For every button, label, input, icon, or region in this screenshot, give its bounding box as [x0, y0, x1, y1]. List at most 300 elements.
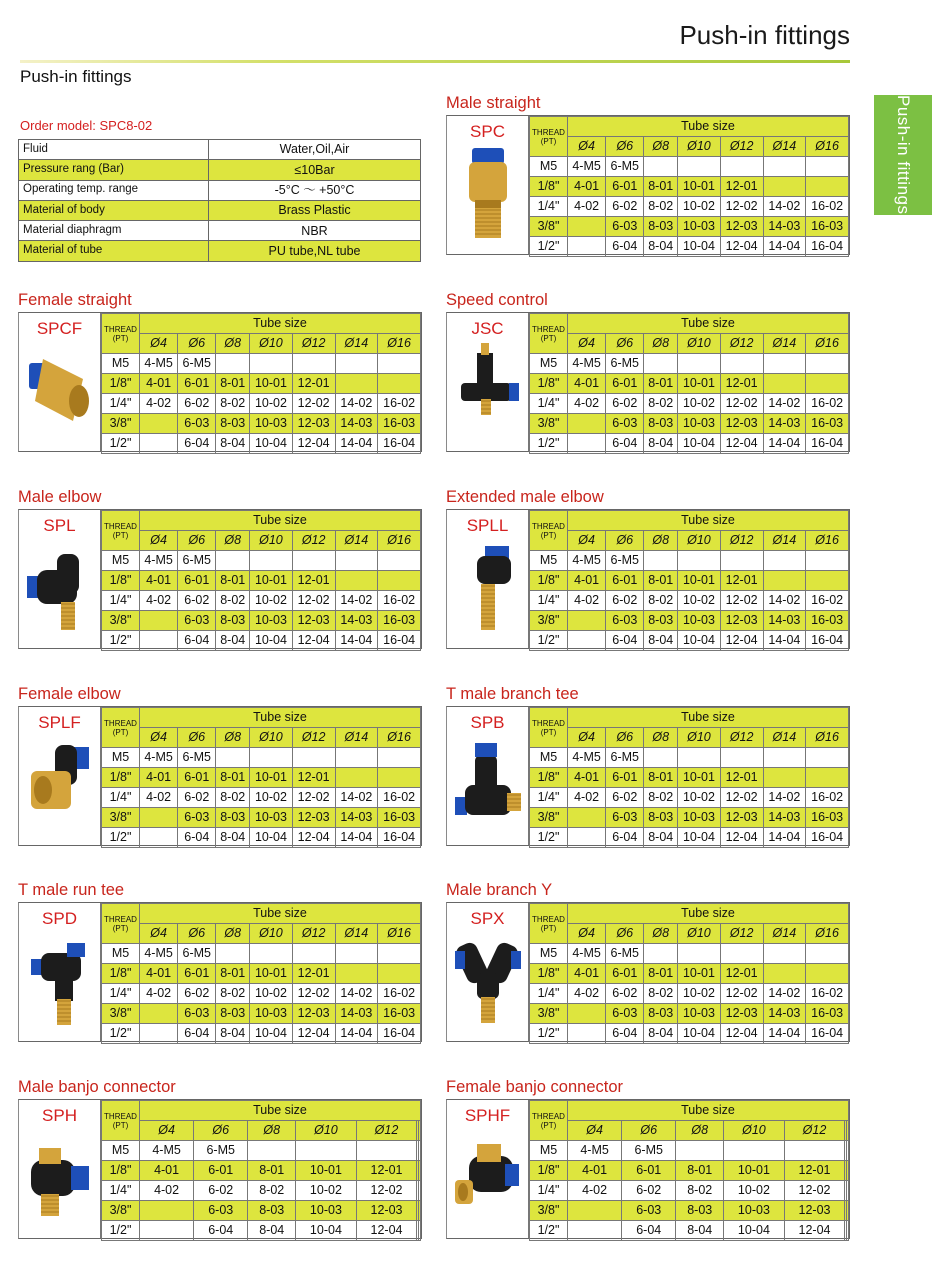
- product-image-cell: [447, 510, 529, 648]
- product-title: T male branch tee: [446, 685, 579, 703]
- table-row: [530, 1181, 849, 1201]
- model-cell: 6-01: [606, 964, 644, 984]
- model-cell: 8-04: [248, 1221, 296, 1241]
- model-cell: [720, 157, 763, 177]
- model-cell: [763, 964, 806, 984]
- model-cell: 10-02: [678, 591, 721, 611]
- spec-label: Material of body: [19, 200, 209, 220]
- tube-size-header: Tube size: [568, 511, 849, 531]
- diameter-header: Ø6: [606, 728, 644, 748]
- table-row: [102, 944, 421, 964]
- size-table: [529, 510, 849, 651]
- fitting-icon: [455, 146, 521, 248]
- diameter-header: Ø14: [335, 728, 378, 748]
- model-cell: [140, 434, 178, 454]
- model-cell: 6-04: [606, 1024, 644, 1044]
- product-code: SPHF: [464, 1106, 511, 1125]
- product-code: SPB: [470, 713, 505, 732]
- side-tab-label: Push-in fittings: [894, 95, 913, 215]
- table-row: [102, 1181, 421, 1201]
- model-cell: [216, 354, 250, 374]
- product-grid: [446, 509, 850, 649]
- model-cell: [806, 551, 849, 571]
- diameter-header: Ø16: [806, 137, 849, 157]
- model-cell: 4-01: [140, 571, 178, 591]
- model-cell: [335, 354, 378, 374]
- diameter-header: Ø8: [216, 334, 250, 354]
- thread-cell: 1/4": [102, 1181, 140, 1201]
- model-cell: [568, 1221, 622, 1241]
- model-cell: 16-02: [806, 591, 849, 611]
- table-row: [530, 1161, 849, 1181]
- table-row: [530, 237, 849, 257]
- model-cell: 6-02: [606, 788, 644, 808]
- size-table: [529, 313, 849, 454]
- product-image-cell: [19, 903, 101, 1041]
- diameter-header: Ø10: [678, 531, 721, 551]
- model-cell: [763, 748, 806, 768]
- model-cell: [806, 157, 849, 177]
- model-cell: 14-02: [763, 788, 806, 808]
- diameter-header: Ø10: [678, 137, 721, 157]
- model-cell: 16-04: [806, 1024, 849, 1044]
- thread-header: THREAD (PT): [530, 314, 568, 354]
- diameter-header: Ø6: [606, 924, 644, 944]
- model-cell: 6-01: [194, 1161, 248, 1181]
- table-row: [530, 394, 849, 414]
- model-cell: 8-03: [644, 611, 678, 631]
- thread-cell: 1/8": [102, 964, 140, 984]
- model-cell: 12-01: [720, 571, 763, 591]
- model-cell: 8-03: [644, 217, 678, 237]
- model-cell: [644, 944, 678, 964]
- model-cell: 14-02: [763, 197, 806, 217]
- diameter-header: Ø4: [568, 137, 606, 157]
- section-subtitle: Push-in fittings: [20, 67, 132, 86]
- model-cell: [292, 748, 335, 768]
- model-cell: [216, 748, 250, 768]
- model-cell: 6-M5: [178, 354, 216, 374]
- product-code: SPX: [470, 909, 505, 928]
- model-cell: 10-01: [250, 964, 293, 984]
- fitting-icon: [455, 1130, 521, 1232]
- table-row: [530, 511, 849, 531]
- spec-value: Water,Oil,Air: [209, 140, 421, 160]
- table-row: [530, 1221, 849, 1241]
- thread-cell: M5: [530, 157, 568, 177]
- model-cell: [847, 1221, 849, 1241]
- diameter-header: Ø6: [178, 728, 216, 748]
- diameter-header: Ø12: [720, 728, 763, 748]
- table-row: [102, 531, 421, 551]
- thread-cell: 1/8": [530, 571, 568, 591]
- table-row: [102, 1201, 421, 1221]
- product-section-jsc: [446, 290, 850, 452]
- thread-cell: 1/8": [530, 768, 568, 788]
- model-cell: 16-03: [806, 808, 849, 828]
- model-cell: 4-02: [568, 394, 606, 414]
- model-cell: [568, 1201, 622, 1221]
- model-cell: 6-01: [606, 177, 644, 197]
- table-row: [530, 137, 849, 157]
- page-title: Push-in fittings: [679, 20, 850, 50]
- table-row: [102, 314, 421, 334]
- model-cell: [678, 354, 721, 374]
- fitting-icon: [455, 933, 521, 1035]
- diameter-header: [419, 1121, 421, 1141]
- model-cell: 6-03: [606, 611, 644, 631]
- diameter-header: Ø8: [216, 728, 250, 748]
- diameter-header: Ø8: [644, 924, 678, 944]
- model-cell: [806, 768, 849, 788]
- product-section-spb: [446, 684, 850, 846]
- spec-row: [19, 200, 421, 220]
- thread-header: THREAD (PT): [530, 511, 568, 551]
- table-row: [102, 788, 421, 808]
- table-row: [530, 434, 849, 454]
- model-cell: [250, 944, 293, 964]
- thread-cell: 1/2": [102, 434, 140, 454]
- model-cell: 6-04: [178, 434, 216, 454]
- product-code: SPCF: [36, 319, 83, 338]
- fitting-icon: [455, 343, 521, 445]
- model-cell: 10-03: [250, 1004, 293, 1024]
- model-cell: 4-M5: [568, 354, 606, 374]
- model-cell: [568, 631, 606, 651]
- thread-cell: M5: [530, 1141, 568, 1161]
- model-cell: 12-04: [292, 631, 335, 651]
- model-cell: 12-03: [720, 217, 763, 237]
- thread-cell: 3/8": [530, 217, 568, 237]
- model-cell: 8-02: [644, 197, 678, 217]
- table-row: [102, 551, 421, 571]
- product-grid: [446, 706, 850, 846]
- table-row: [530, 944, 849, 964]
- table-row: [530, 314, 849, 334]
- table-row: [530, 591, 849, 611]
- model-cell: [568, 828, 606, 848]
- model-cell: [140, 414, 178, 434]
- model-cell: [763, 944, 806, 964]
- model-cell: 10-01: [678, 964, 721, 984]
- diameter-header: Ø16: [806, 334, 849, 354]
- model-cell: 12-01: [292, 964, 335, 984]
- model-cell: 14-04: [335, 828, 378, 848]
- table-row: [102, 571, 421, 591]
- model-cell: [568, 434, 606, 454]
- model-cell: 6-03: [194, 1201, 248, 1221]
- model-cell: 10-01: [250, 374, 293, 394]
- thread-header: THREAD (PT): [530, 117, 568, 157]
- model-cell: 6-04: [194, 1221, 248, 1241]
- model-cell: 10-02: [678, 984, 721, 1004]
- model-cell: 12-03: [292, 808, 335, 828]
- model-cell: 8-04: [644, 237, 678, 257]
- model-cell: [419, 1181, 421, 1201]
- model-cell: 6-02: [178, 394, 216, 414]
- model-cell: 4-01: [568, 1161, 622, 1181]
- table-row: [530, 157, 849, 177]
- size-table: [101, 903, 421, 1044]
- model-cell: [419, 1161, 421, 1181]
- diameter-header: Ø10: [296, 1121, 357, 1141]
- model-cell: 6-01: [606, 571, 644, 591]
- model-cell: [847, 1201, 849, 1221]
- table-row: [530, 1121, 849, 1141]
- model-cell: 6-M5: [178, 551, 216, 571]
- product-code: SPD: [42, 909, 77, 928]
- diameter-header: Ø4: [140, 728, 178, 748]
- model-cell: 4-02: [568, 1181, 622, 1201]
- model-cell: 16-02: [378, 788, 421, 808]
- fitting-icon: [455, 540, 521, 642]
- model-cell: 12-03: [356, 1201, 417, 1221]
- model-cell: 4-01: [140, 964, 178, 984]
- model-cell: 14-04: [335, 1024, 378, 1044]
- model-cell: [763, 354, 806, 374]
- model-cell: 16-02: [378, 394, 421, 414]
- model-cell: 4-M5: [140, 944, 178, 964]
- thread-cell: M5: [102, 944, 140, 964]
- model-cell: 14-02: [763, 591, 806, 611]
- diameter-header: Ø10: [678, 924, 721, 944]
- model-cell: 12-04: [720, 237, 763, 257]
- model-cell: 8-01: [644, 768, 678, 788]
- model-cell: 14-03: [763, 611, 806, 631]
- table-row: [530, 828, 849, 848]
- model-cell: 6-M5: [178, 748, 216, 768]
- model-cell: [248, 1141, 296, 1161]
- model-cell: 10-04: [678, 828, 721, 848]
- diameter-header: Ø16: [806, 728, 849, 748]
- order-model: Order model: SPC8-02: [20, 118, 153, 133]
- table-row: [102, 904, 421, 924]
- model-cell: [763, 157, 806, 177]
- diameter-header: Ø6: [178, 334, 216, 354]
- model-cell: 16-02: [806, 788, 849, 808]
- table-row: [102, 1024, 421, 1044]
- model-cell: 4-01: [568, 768, 606, 788]
- model-cell: 10-04: [250, 434, 293, 454]
- model-cell: 6-02: [622, 1181, 676, 1201]
- diameter-header: Ø8: [644, 137, 678, 157]
- model-cell: 14-03: [335, 808, 378, 828]
- model-cell: 14-02: [335, 591, 378, 611]
- model-cell: 16-02: [378, 591, 421, 611]
- diameter-header: Ø12: [292, 924, 335, 944]
- diameter-header: Ø12: [720, 137, 763, 157]
- tube-size-header: Tube size: [568, 708, 849, 728]
- model-cell: 8-03: [216, 808, 250, 828]
- product-section-spcf: [18, 290, 422, 452]
- diameter-header: Ø14: [763, 924, 806, 944]
- model-cell: 8-01: [216, 571, 250, 591]
- model-cell: 8-04: [644, 828, 678, 848]
- model-cell: 6-M5: [194, 1141, 248, 1161]
- model-cell: 10-02: [296, 1181, 357, 1201]
- product-image-cell: [19, 313, 101, 451]
- table-row: [530, 728, 849, 748]
- model-cell: 12-02: [292, 788, 335, 808]
- model-cell: 8-02: [644, 788, 678, 808]
- model-cell: 4-02: [140, 1181, 194, 1201]
- model-cell: 12-04: [720, 1024, 763, 1044]
- thread-cell: 1/2": [530, 1024, 568, 1044]
- model-cell: 12-04: [292, 828, 335, 848]
- thread-cell: 1/8": [530, 177, 568, 197]
- model-cell: 8-01: [644, 571, 678, 591]
- table-row: [530, 1141, 849, 1161]
- table-row: [102, 808, 421, 828]
- diameter-header: Ø10: [678, 728, 721, 748]
- spec-value: -5°C ～ +50°C: [209, 180, 421, 200]
- thread-header: THREAD (PT): [102, 904, 140, 944]
- spec-value: PU tube,NL tube: [209, 241, 421, 261]
- model-cell: 14-03: [763, 808, 806, 828]
- model-cell: [644, 748, 678, 768]
- model-cell: [378, 768, 421, 788]
- diameter-header: Ø14: [763, 728, 806, 748]
- model-cell: 8-01: [248, 1161, 296, 1181]
- diameter-header: Ø10: [250, 531, 293, 551]
- model-cell: 16-03: [378, 808, 421, 828]
- model-cell: [140, 611, 178, 631]
- thread-cell: M5: [102, 748, 140, 768]
- diameter-header: Ø16: [378, 531, 421, 551]
- diameter-header: Ø12: [356, 1121, 417, 1141]
- diameter-header: Ø6: [606, 531, 644, 551]
- diameter-header: Ø12: [292, 531, 335, 551]
- model-cell: 8-03: [644, 414, 678, 434]
- model-cell: 4-02: [568, 197, 606, 217]
- model-cell: [216, 944, 250, 964]
- model-cell: 4-01: [568, 374, 606, 394]
- diameter-header: Ø8: [676, 1121, 724, 1141]
- model-cell: 16-04: [378, 828, 421, 848]
- model-cell: 12-02: [720, 788, 763, 808]
- model-cell: 6-M5: [622, 1141, 676, 1161]
- model-cell: [678, 551, 721, 571]
- product-code: JSC: [471, 319, 504, 338]
- diameter-header: Ø6: [178, 924, 216, 944]
- product-title: Speed control: [446, 291, 548, 309]
- thread-cell: 1/2": [102, 1024, 140, 1044]
- model-cell: 6-04: [178, 828, 216, 848]
- fitting-icon: [455, 737, 521, 839]
- table-row: [102, 591, 421, 611]
- product-image-cell: [19, 707, 101, 845]
- diameter-header: Ø6: [622, 1121, 676, 1141]
- diameter-header: Ø14: [763, 137, 806, 157]
- model-cell: 6-02: [606, 197, 644, 217]
- model-cell: 6-M5: [606, 551, 644, 571]
- model-cell: 8-04: [216, 631, 250, 651]
- model-cell: 12-04: [720, 631, 763, 651]
- fitting-icon: [27, 343, 93, 445]
- model-cell: [378, 551, 421, 571]
- model-cell: 12-02: [292, 591, 335, 611]
- product-section-spl: [18, 487, 422, 649]
- model-cell: 16-02: [378, 984, 421, 1004]
- table-row: [102, 631, 421, 651]
- model-cell: [678, 748, 721, 768]
- model-cell: 10-03: [250, 414, 293, 434]
- tube-size-header: Tube size: [568, 314, 849, 334]
- model-cell: [378, 748, 421, 768]
- diameter-header: Ø14: [763, 531, 806, 551]
- model-cell: 6-02: [194, 1181, 248, 1201]
- table-row: [102, 1101, 421, 1121]
- model-cell: [250, 748, 293, 768]
- model-cell: 12-02: [292, 984, 335, 1004]
- model-cell: 10-01: [250, 571, 293, 591]
- model-cell: [724, 1141, 785, 1161]
- model-cell: 16-04: [806, 631, 849, 651]
- model-cell: [763, 768, 806, 788]
- spec-label: Pressure rang (Bar): [19, 160, 209, 180]
- model-cell: 12-04: [720, 434, 763, 454]
- table-row: [102, 748, 421, 768]
- model-cell: 16-04: [806, 237, 849, 257]
- model-cell: [763, 177, 806, 197]
- table-row: [102, 511, 421, 531]
- size-table: [101, 313, 421, 454]
- product-grid: [18, 312, 422, 452]
- model-cell: [419, 1221, 421, 1241]
- thread-cell: 3/8": [530, 1201, 568, 1221]
- model-cell: 12-02: [720, 984, 763, 1004]
- diameter-header: Ø6: [606, 137, 644, 157]
- model-cell: 14-03: [763, 1004, 806, 1024]
- model-cell: 10-02: [250, 394, 293, 414]
- model-cell: 12-01: [720, 374, 763, 394]
- table-row: [102, 768, 421, 788]
- spec-label: Material of tube: [19, 241, 209, 261]
- spec-row: [19, 241, 421, 261]
- model-cell: 14-04: [763, 1024, 806, 1044]
- model-cell: 10-04: [678, 237, 721, 257]
- model-cell: 6-01: [606, 374, 644, 394]
- thread-header: THREAD (PT): [530, 904, 568, 944]
- model-cell: 6-M5: [178, 944, 216, 964]
- thread-cell: 1/4": [530, 197, 568, 217]
- diameter-header: Ø10: [724, 1121, 785, 1141]
- model-cell: 4-02: [140, 394, 178, 414]
- model-cell: 10-04: [724, 1221, 785, 1241]
- model-cell: 6-01: [178, 768, 216, 788]
- table-row: [530, 748, 849, 768]
- model-cell: 8-03: [676, 1201, 724, 1221]
- model-cell: 12-01: [292, 374, 335, 394]
- table-row: [102, 334, 421, 354]
- thread-cell: M5: [102, 1141, 140, 1161]
- thread-cell: M5: [530, 748, 568, 768]
- model-cell: 14-03: [335, 414, 378, 434]
- model-cell: 10-04: [678, 1024, 721, 1044]
- size-table: [529, 903, 849, 1044]
- model-cell: 8-02: [216, 394, 250, 414]
- thread-cell: 1/4": [102, 984, 140, 1004]
- model-cell: 8-04: [644, 631, 678, 651]
- model-cell: 8-03: [216, 414, 250, 434]
- model-cell: [378, 374, 421, 394]
- thread-cell: M5: [530, 944, 568, 964]
- thread-cell: 1/4": [530, 788, 568, 808]
- table-row: [530, 984, 849, 1004]
- model-cell: 8-02: [676, 1181, 724, 1201]
- diameter-header: Ø6: [178, 531, 216, 551]
- diameter-header: Ø12: [720, 334, 763, 354]
